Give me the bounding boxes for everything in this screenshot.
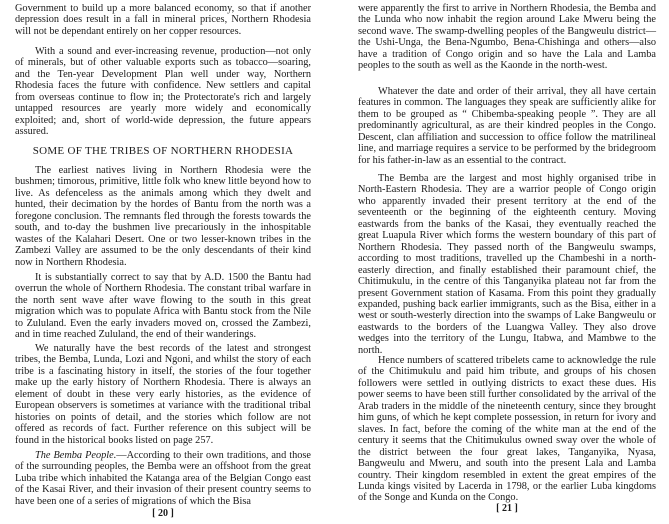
section-heading: SOME OF THE TRIBES OF NORTHERN RHODESIA	[32, 145, 294, 157]
paragraph: We naturally have the best records of the latest and strongest tribes, the Bemba, Lunda, Lozi and Ngoni, and whilst the story of each tribe is a fascinating history in itself, the stories of the four together make up the early history of Northern Rhodesia. There is always an element of doubt in these very early histories, as the evidence of European observers is sometimes at variance with the traditional tribal histories on points of detail, and the stories which follow are not offered as records of fact. Further reference on this subject will be found in the historical books listed on page 257.	[15, 343, 311, 446]
paragraph-text: —According to their own traditions, and those of the surrounding peoples, the Bemba were an offshoot from the great Luba tribe which inhabited the Katanga area of the Belgian Congo east of the Kasai River, and their invasion of their present country seems to have been one of a series of migrations of which the Bisa	[15, 450, 311, 507]
paragraph: Hence numbers of scattered tribelets came to acknowledge the rule of the Chitimukulu and paid him tribute, and groups of his chosen followers were settled in outlying districts to exact these dues. His power seems to have been still further consolidated by the arrival of the Arab traders in the middle of the nineteenth century, since they brought him guns, of which he kept complete possession, in return for ivory and slaves. In fact, before the coming of the white man at the end of the century it seems that the Chitimukulus owned sway over the whole of the district between the four great lakes, Tanganyika, Nyasa, Bangweulu and Mweru, and south into the present Lala and Lamba country. Their kingdom resembled in extent the great empires of the Lunda kings visited by Lacerda in 1798, or the earlier Luba kingdoms of the Songe and Kunda on the Congo.	[358, 355, 656, 504]
paragraph: With a sound and ever-increasing revenue, production—not only of minerals, but of other valuable exports such as tobacco—soaring, and the Ten-year Development Plan well under way, Northern Rhodesia faces the future with confidence. New settlers and capital from overseas continue to flow in; the Protectorate's rich and largely untapped resources are yearly more widely and economically exploited; and, short of world-wide depression, the future appears assured.	[15, 46, 311, 138]
paragraph: The earliest natives living in Northern Rhodesia were the bushmen; timorous, primitive, little folk who knew little beyond how to live. As defenceless as the animals among which they dwelt and hunted, their decimation by the hordes of Bantu from the north was a foregone conclusion. The remnants fled through the forests towards the south, and to-day the bushmen live precariously in the inhospitable wastes of the Kalahari Desert. One or two lesser-known tribes in the Zambezi Valley are assumed to be the only descendants of their kind now in Northern Rhodesia.	[15, 165, 311, 268]
left-page	[15, 0, 311, 524]
paragraph	[15, 450, 311, 507]
page-number: [ 21 ]	[496, 503, 518, 514]
page-number: [ 20 ]	[152, 508, 174, 519]
paragraph: Government to build up a more balanced economy, so that if another depression does result in a fall in mineral prices, Northern Rhodesia will not be dependant entirely on her copper resources.	[15, 3, 311, 37]
right-page	[358, 0, 656, 524]
subheading-bemba-people: The Bemba People.	[35, 450, 117, 461]
paragraph: It is substantially correct to say that by A.D. 1500 the Bantu had overrun the whole of Northern Rhodesia. The constant tribal warfare in the north sent wave after wave flowing to the south in this great migration which was to populate Africa with Bantu stock from the Nile to Zululand. Even the early invaders moved on, crossed the Zambezi, and in time reached Zululand, the end of their wanderings.	[15, 272, 311, 341]
paragraph: were apparently the first to arrive in Northern Rhodesia, the Bemba and the Lunda who now inhabit the region around Lake Mweru being the second wave. The swamp-dwelling peoples of the Bangweulu district—the Ushi-Unga, the Bena-Ngumbo, Bena-Chishinga and others—also have a tradition of Congo origin and so have the Lala and Lamba peoples to the south as well as the Kaonde in the north-west.	[358, 3, 656, 72]
paragraph: Whatever the date and order of their arrival, they all have certain features in common. The languages they speak are sufficiently alike for them to be grouped as “ Chibemba-speaking people ”. They are all predominantly agricultural, as are their kindred peoples in the Congo. Descent, clan affiliation and succession to office follow the matrilineal line, and marriage requires a service to be performed by the bridegroom for his father-in-law as an essential to the contract.	[358, 86, 656, 166]
paragraph: The Bemba are the largest and most highly organised tribe in North-Eastern Rhodesia. They are a warrior people of Congo origin who apparently invaded their present territory at the end of the seventeenth or the beginning of the eighteenth century. Moving eastwards from the banks of the Kasai, they eventually reached the great Luapula River which forms the western boundary of this part of Northern Rhodesia. They passed north of the Bangweulu swamps, according to most traditions, travelled up the Chambeshi in a north-easterly direction, and finally established their paramount chief, the Chitimukulu, in the centre of this Tanganyika plateau not far from the present Government station of Kasama. From this point they gradually expanded, pushing back earlier immigrants, such as the Bisa, either in a west or south-westerly direction into the swamps of Lake Bangweulu or eastwards to the borders of the Luangwa Valley. They also drove wedges into the territory of the Lungu, Itabwa, and Mambwe to the north.	[358, 173, 656, 356]
